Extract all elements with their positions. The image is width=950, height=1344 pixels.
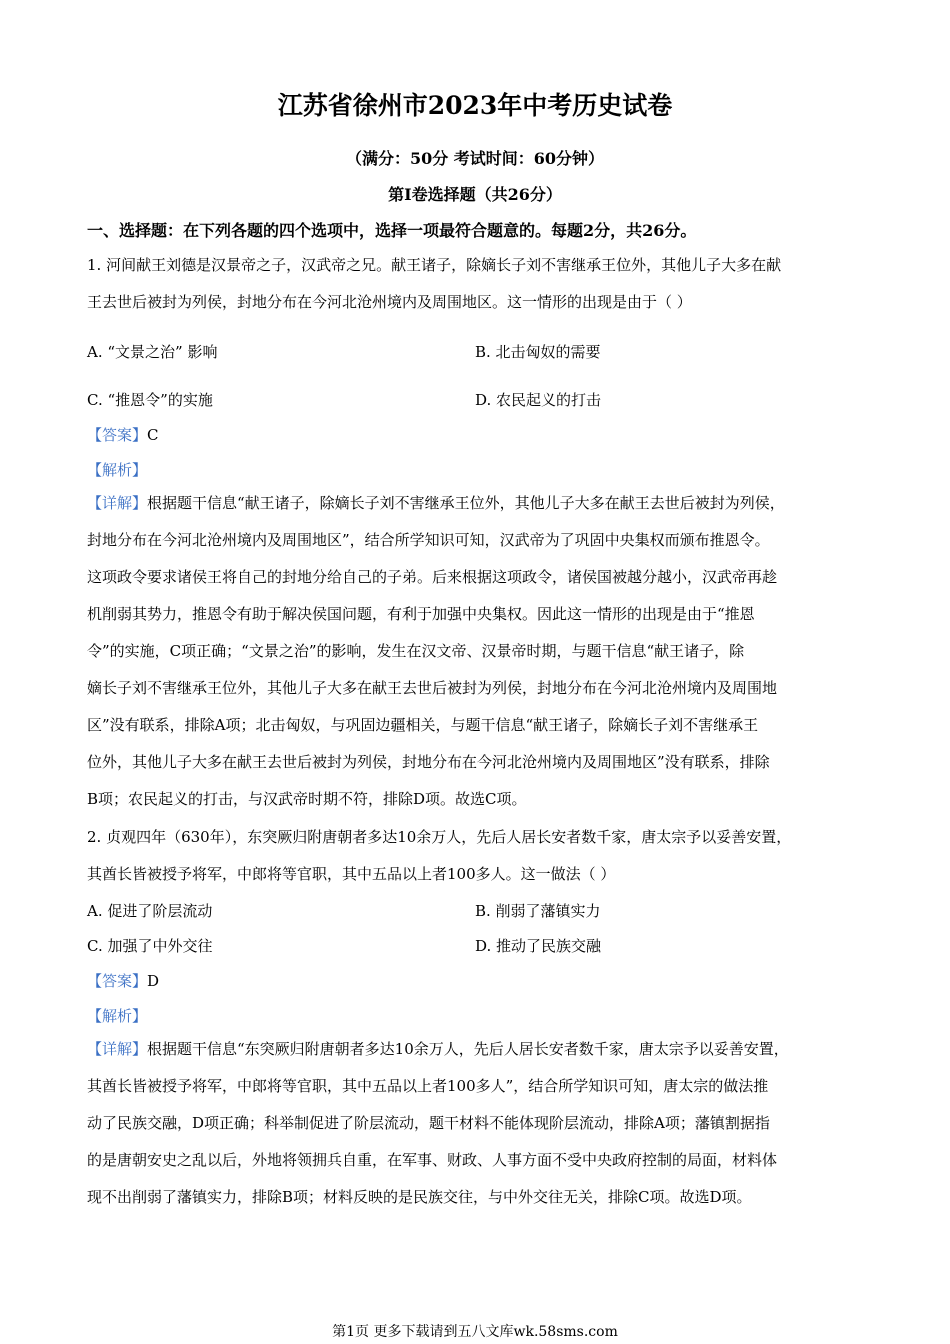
q1-answer [87,424,159,445]
detail-line: 封地分布在今河北沧州境内及周围地区”，结合所学知识可知，汉武帝为了巩固中央集权而颁布推恩令。 [87,531,770,549]
section-heading: 一、选择题：在下列各题的四个选项中，选择一项最符合题意的。每题2分，共26分。 [87,221,697,240]
exam-meta: （满分：50分 考试时间：60分钟） [345,149,605,168]
q2-detail [87,1031,872,1216]
stem-line: 王去世后被封为列侯，封地分布在今河北沧州境内及周围地区。这一情形的出现是由于（ ） [87,293,692,311]
answer-value: D [147,972,160,990]
answer-tag: 【答案】 [87,972,148,990]
q2-analysis [87,1005,147,1026]
detail-tag: 【详解】 [87,1040,148,1058]
detail-line: 现不出削弱了藩镇实力，排除B项；材料反映的是民族交往，与中外交往无关，排除C项。故选D项。 [87,1188,752,1206]
analysis-tag: 【解析】 [87,461,148,479]
detail-line: 的是唐朝安史之乱以后，外地将领拥兵自重，在军事、财政、人事方面不受中央政府控制的局面，材料体 [87,1151,778,1169]
stem-line: 2. 贞观四年（630年），东突厥归附唐朝者多达10余万人，先后人居长安者数千家，唐太宗予以妥善安置， [87,828,792,846]
detail-line: 【详解】根据题干信息“东突厥归附唐朝者多达10余万人，先后人居长安者数千家，唐太宗予以妥善安置， [87,1040,789,1058]
q1-option-a: A. “文景之治” 影响 [87,343,218,361]
detail-line: 位外，其他儿子大多在献王去世后被封为列侯，封地分布在今河北沧州境内及周围地区”没有联系，排除 [87,753,770,771]
detail-tag: 【详解】 [87,494,148,512]
q2-option-b: B. 削弱了藩镇实力 [475,902,601,920]
q2-option-a: A. 促进了阶层流动 [87,902,213,920]
part-heading: 第Ⅰ卷选择题（共26分） [388,185,562,204]
detail-line: 【详解】根据题干信息“献王诸子，除嫡长子刘不害继承王位外，其他儿子大多在献王去世后被封为列侯， [87,494,785,512]
q2-option-c: C. 加强了中外交往 [87,937,213,955]
page-footer: 第1页 更多下载请到五八文库wk.58sms.com [332,1324,618,1340]
q1-option-d: D. 农民起义的打击 [475,391,602,409]
answer-value: C [147,426,159,444]
stem-line: 1. 河间献王刘德是汉景帝之子，汉武帝之兄。献王诸子，除嫡长子刘不害继承王位外，其他儿子大多在献 [87,256,782,274]
detail-line: 机削弱其势力，推恩令有助于解决侯国问题，有利于加强中央集权。因此这一情形的出现是由于“推恩 [87,605,755,623]
detail-line: 区”没有联系，排除A项；北击匈奴，与巩固边疆相关，与题干信息“献王诸子，除嫡长子刘不害继承王 [87,716,759,734]
analysis-tag: 【解析】 [87,1007,148,1025]
q2-answer [87,970,159,991]
q1-option-c: C. “推恩令”的实施 [87,391,213,409]
q1-analysis [87,459,147,480]
detail-line: B项；农民起义的打击，与汉武帝时期不符，排除D项。故选C项。 [87,790,527,808]
detail-line: 其酋长皆被授予将军，中郎将等官职，其中五品以上者100多人”，结合所学知识可知，唐太宗的做法推 [87,1077,769,1095]
stem-line: 其酋长皆被授予将军，中郎将等官职，其中五品以上者100多人。这一做法（ ） [87,865,616,883]
detail-line: 令”的实施，C项正确；“文景之治”的影响，发生在汉文帝、汉景帝时期，与题干信息“献王诸子，除 [87,642,745,660]
q1-detail [87,485,872,818]
question-2-stem [87,819,872,893]
detail-line: 动了民族交融，D项正确；科举制促进了阶层流动，题干材料不能体现阶层流动，排除A项；藩镇割据指 [87,1114,770,1132]
question-1-stem [87,247,872,321]
q2-option-d: D. 推动了民族交融 [475,937,602,955]
detail-line: 这项政令要求诸侯王将自己的封地分给自己的子弟。后来根据这项政令，诸侯国被越分越小，汉武帝再趁 [87,568,778,586]
q1-option-b: B. 北击匈奴的需要 [475,343,601,361]
detail-line: 嫡长子刘不害继承王位外，其他儿子大多在献王去世后被封为列侯，封地分布在今河北沧州境内及周围地 [87,679,778,697]
answer-tag: 【答案】 [87,426,148,444]
page-title: 江苏省徐州市2023年中考历史试卷 [277,91,673,120]
